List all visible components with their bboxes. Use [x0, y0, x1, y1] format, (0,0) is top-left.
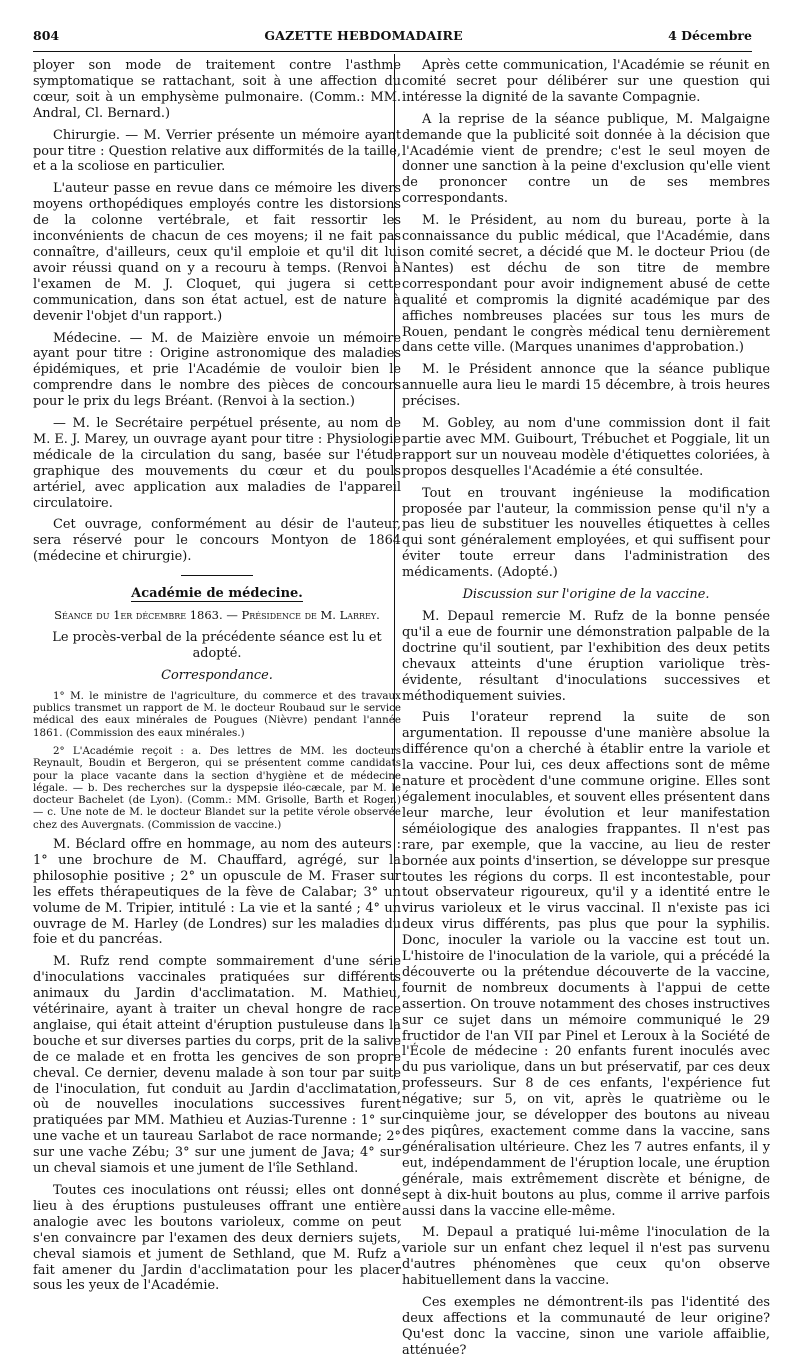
subsection-discussion: Discussion sur l'origine de la vaccine. — [462, 587, 710, 603]
header-rule — [33, 51, 752, 52]
issue-date: 4 Décembre — [668, 28, 752, 43]
correspondance-item: 2° L'Académie reçoit : a. Des lettres de MM. les docteurs Reynault, Boudin et Bergeron, qui se présentent comme candidats pour la place vacante dans la section d'hygiène et de médecine légale. — b. Des recherches sur la dyspepsie iléo-cæcale, par M. le docteur Bachelet (de Lyon). (Comm.: MM. Grisolle, Barth et Roger.) — c. Une note de M. le docteur Blandet sur la petite vérole observée chez des Auvergnats. (Commission de vaccine.) — [33, 744, 401, 831]
secretaire-entry: — M. le Secrétaire perpétuel présente, au nom de M. E. J. Marey, un ouvrage ayant pour titre : Physiologie médicale de la circulation du sang, basée sur l'étude graphique des mouvements du cœur et du pouls artériel, avec application aux maladies de l'appareil circulatoire. — [33, 416, 401, 511]
rufz-entry: M. Rufz rend compte sommairement d'une série d'inoculations vaccinales pratiquées sur différents animaux du Jardin d'acclimatation. M. Mathieu, vétérinaire, ayant à traiter un cheval hongre de race anglaise, qui était atteint d'éruption pustuleuse dans la bouche et sur diverses parties du corps, prit de la salive de ce malade et en frotta les gencives de son propre cheval. Ce dernier, devenu malade à son tour par suite de l'inoculation, fut conduit au Jardin d'acclimatation, où de nouvelles inoculations successives furent pratiquées par MM. Mathieu et Auzias-Turenne : 1° sur une vache et un taureau Sarlabot de race normande; 2° sur une vache Zébu; 3° sur une jument de Java; 4° sur un cheval siamois et une jument de l'île Sethland. — [33, 954, 401, 1177]
right-column — [402, 58, 770, 1365]
paragraph: M. Depaul a pratiqué lui-même l'inoculation de la variole sur un enfant chez lequel il n'est pas survenu d'autres phénomènes que ceux qu'on observe habituellement dans la vaccine. — [402, 1225, 770, 1289]
correspondance-item: 1° M. le ministre de l'agriculture, du commerce et des travaux publics transmet un rapport de M. le docteur Roubaud sur le service médical des eaux minérales de Pougues (Nièvre) pendant l'année 1861. (Commission des eaux minérales.) — [33, 689, 401, 739]
paragraph: Tout en trouvant ingénieuse la modification proposée par l'auteur, la commission pense qu'il n'y a pas lieu de substituer les nouvelles étiquettes à celles qui sont généralement employées, et qui suffisent pour éviter toute erreur dans l'administration des médicaments. (Adopté.) — [402, 485, 770, 581]
paragraph: L'auteur passe en revue dans ce mémoire les divers moyens orthopédiques employés contre les distorsions de la colonne vertébrale, et fait ressortir les inconvénients de chacun de ces moyens; il ne fait pas connaître, d'ailleurs, ceux qu'il emploie et qu'il dit lui avoir réussi quand on y a recouru à temps. (Renvoi à l'examen de M. J. Cloquet, qui jugera si cette communication, dans son état actuel, est de nature à devenir l'objet d'un rapport.) — [33, 181, 401, 324]
paragraph: M. Depaul remercie M. Rufz de la bonne pensée qu'il a eue de fournir une démonstration palpable de la doctrine qu'il soutient, par l'exhibition des deux petits chevaux atteints d'une éruption variolique très-évidente, résultant d'inoculations successives et méthodiquement suivies. — [402, 609, 770, 704]
page-number: 804 — [33, 28, 60, 43]
seance-line: Séance du 1er décembre 1863. — Présidence de M. Larrey. — [54, 608, 380, 623]
publication-title: GAZETTE HEBDOMADAIRE — [264, 28, 463, 43]
paragraph: Puis l'orateur reprend la suite de son argumentation. Il repousse d'une manière absolue la différence qu'on a cherché à établir entre la variole et la vaccine. Pour lui, ces deux affections sont de même nature et procèdent d'une commune origine. Elles sont également inoculables, et souvent elles présentent dans leur marche, leur évolution et leur manifestation séméiologique des analogies frappantes. Il n'est pas rare, par exemple, que la vaccine, au lieu de rester bornée aux points d'insertion, se développe sur presque toutes les régions du corps. Il est incontestable, pour tout observateur rigoureux, qu'il y a identité entre le virus varioleux et le virus vaccinal. Il n'existe pas ici deux virus différents, pas plus que pour la syphilis. Donc, inoculer la variole ou la vaccine est tout un. L'histoire de l'inoculation de la variole, qui a précédé la découverte ou la prétendue découverte de la vaccine, fournit de nombreux documents à l'appui de cette assertion. On trouve notamment des choses instructives sur ce sujet dans un mémoire communiqué le 29 fructidor de l'an VII par Pinel et Leroux à la Société de l'École de médecine : 20 enfants furent inoculés avec du pus variolique, dans un but préservatif, par ces deux professeurs. Sur 8 de ces enfants, l'expérience fut négative; sur 5, on vit, après le quatrième ou le cinquième jour, se développer des boutons au niveau des piqûres, exactement comme dans la vaccine, sans généralisation ultérieure. Chez les 7 autres enfants, il y eut, indépendamment de l'éruption locale, une éruption générale, mais extrêmement discrète et bénigne, de sept à dix-huit boutons au plus, comme il arrive parfois aussi dans la vaccine elle-même. — [402, 710, 770, 1219]
paragraph: Toutes ces inoculations ont réussi; elles ont donné lieu à des éruptions pustuleuses offrant une entière analogie avec les boutons varioleux, comme on peut s'en convaincre par l'examen des deux derniers sujets, cheval siamois et jument de Sethland, que M. Rufz a fait amener du Jardin d'acclimatation pour les placer sous les yeux de l'Académie. — [33, 1183, 401, 1294]
section-title-academie: Académie de médecine. — [131, 586, 303, 602]
paragraph: M. Gobley, au nom d'une commission dont il fait partie avec MM. Guibourt, Trébuchet et Poggiale, lit un rapport sur un nouveau modèle d'étiquettes coloriées, à propos desquelles l'Académie a été consultée. — [402, 416, 770, 479]
medecine-entry: Médecine. — M. de Maizière envoie un mémoire ayant pour titre : Origine astronomique des maladies épidémiques, et prie l'Académie de vouloir bien le comprendre dans le nombre des pièces de concours pour le prix du legs Bréant. (Renvoi à la section.) — [33, 330, 401, 410]
left-column — [33, 58, 401, 1300]
beclard-entry: M. Béclard offre en hommage, au nom des auteurs : 1° une brochure de M. Chauffard, agrégé, sur la philosophie positive ; 2° un opuscule de M. Fraser sur les effets thérapeutiques de la fève de Calabar; 3° un volume de M. Tripier, intitulé : La vie et la santé ; 4° un ouvrage de M. Harley (de Londres) sur les maladies du foie et du pancréas. — [33, 836, 401, 948]
proces-verbal: Le procès-verbal de la précédente séance est lu et adopté. — [52, 630, 382, 661]
paragraph: M. le Président annonce que la séance publique annuelle aura lieu le mardi 15 décembre, à trois heures précises. — [402, 362, 770, 410]
paragraph: M. le Président, au nom du bureau, porte à la connaissance du public médical, que l'Académie, dans son comité secret, a décidé que M. le docteur Priou (de Nantes) est déchu de son titre de membre correspondant pour avoir indignement abusé de cette qualité et compromis la dignité académique par des affiches nombreuses placées sur tous les murs de Rouen, pendant le congrès médical tenu dernièrement dans cette ville. (Marques unanimes d'approbation.) — [402, 213, 770, 356]
page-header — [33, 28, 752, 46]
chirurgie-entry: Chirurgie. — M. Verrier présente un mémoire ayant pour titre : Question relative aux difformités de la taille, et a la scoliose en particulier. — [33, 127, 401, 175]
paragraph: Cet ouvrage, conformément au désir de l'auteur, sera réservé pour le concours Montyon de 1864 (médecine et chirurgie). — [33, 517, 401, 565]
paragraph: A la reprise de la séance publique, M. Malgaigne demande que la publicité soit donnée à la décision que l'Académie vient de prendre; c'est le seul moyen de donner une sanction à la peine d'exclusion qu'elle vient de prononcer contre un de ses membres correspondants. — [402, 111, 770, 207]
subsection-correspondance: Correspondance. — [161, 667, 273, 683]
paragraph: Après cette communication, l'Académie se réunit en comité secret pour délibérer sur une question qui intéresse la dignité de la savante Compagnie. — [402, 58, 770, 105]
section-rule — [181, 575, 253, 576]
paragraph: Ces exemples ne démontrent-ils pas l'identité des deux affections et la communauté de leur origine? Qu'est donc la vaccine, sinon une variole affaiblie, atténuée? — [402, 1295, 770, 1358]
paragraph: ployer son mode de traitement contre l'asthme symptomatique se rattachant, soit à une affection du cœur, soit à un emphysème pulmonaire. (Comm.: MM. Andral, Cl. Bernard.) — [33, 58, 401, 121]
